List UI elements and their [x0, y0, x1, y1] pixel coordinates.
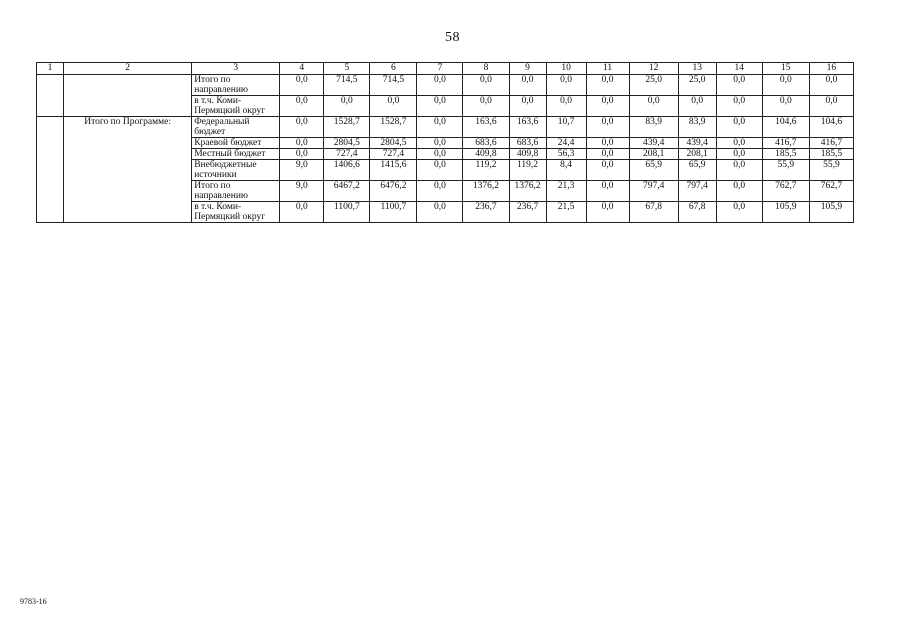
empty-cell	[37, 117, 64, 223]
value-cell: 208,1	[629, 149, 678, 160]
value-cell: 439,4	[678, 138, 716, 149]
value-cell: 9,0	[280, 181, 324, 202]
value-cell: 65,9	[678, 160, 716, 181]
value-cell: 1528,7	[324, 117, 370, 138]
value-cell: 6467,2	[324, 181, 370, 202]
value-cell: 0,0	[417, 160, 463, 181]
value-cell: 236,7	[509, 202, 546, 223]
column-header: 3	[192, 63, 280, 75]
value-cell: 105,9	[762, 202, 809, 223]
value-cell: 683,6	[509, 138, 546, 149]
value-cell: 0,0	[280, 149, 324, 160]
value-cell: 1415,6	[370, 160, 417, 181]
value-cell: 409,8	[463, 149, 509, 160]
value-cell: 0,0	[716, 117, 762, 138]
value-cell: 1100,7	[370, 202, 417, 223]
value-cell: 0,0	[280, 202, 324, 223]
value-cell: 0,0	[463, 96, 509, 117]
column-header: 14	[716, 63, 762, 75]
value-cell: 762,7	[809, 181, 853, 202]
value-cell: 0,0	[716, 181, 762, 202]
value-cell: 6476,2	[370, 181, 417, 202]
value-cell: 416,7	[809, 138, 853, 149]
value-cell: 163,6	[509, 117, 546, 138]
column-header: 2	[64, 63, 192, 75]
value-cell: 67,8	[629, 202, 678, 223]
column-header: 8	[463, 63, 509, 75]
row-label: в т.ч. Коми-Пермяцкий округ	[192, 96, 280, 117]
value-cell: 1406,6	[324, 160, 370, 181]
value-cell: 55,9	[762, 160, 809, 181]
value-cell: 0,0	[586, 181, 629, 202]
value-cell: 0,0	[370, 96, 417, 117]
budget-table	[36, 62, 854, 223]
value-cell: 0,0	[417, 181, 463, 202]
value-cell: 8,4	[546, 160, 586, 181]
value-cell: 0,0	[716, 75, 762, 96]
value-cell: 0,0	[716, 96, 762, 117]
value-cell: 1528,7	[370, 117, 417, 138]
row-label: Федеральный бюджет	[192, 117, 280, 138]
value-cell: 0,0	[417, 75, 463, 96]
value-cell: 105,9	[809, 202, 853, 223]
table-body	[37, 75, 854, 223]
value-cell: 683,6	[463, 138, 509, 149]
row-label: в т.ч. Коми-Пермяцкий округ	[192, 202, 280, 223]
column-header: 16	[809, 63, 853, 75]
value-cell: 2804,5	[324, 138, 370, 149]
empty-cell	[64, 75, 192, 117]
value-cell: 0,0	[417, 96, 463, 117]
value-cell: 714,5	[324, 75, 370, 96]
column-header: 10	[546, 63, 586, 75]
value-cell: 185,5	[762, 149, 809, 160]
row-label: Внебюджетные источники	[192, 160, 280, 181]
page-number: 58	[445, 30, 460, 45]
value-cell: 1376,2	[463, 181, 509, 202]
value-cell: 0,0	[586, 202, 629, 223]
value-cell: 21,5	[546, 202, 586, 223]
value-cell: 83,9	[629, 117, 678, 138]
value-cell: 24,4	[546, 138, 586, 149]
value-cell: 119,2	[463, 160, 509, 181]
value-cell: 10,7	[546, 117, 586, 138]
value-cell: 0,0	[280, 96, 324, 117]
value-cell: 0,0	[280, 117, 324, 138]
value-cell: 104,6	[762, 117, 809, 138]
column-header: 7	[417, 63, 463, 75]
column-header: 12	[629, 63, 678, 75]
column-header: 1	[37, 63, 64, 75]
value-cell: 25,0	[678, 75, 716, 96]
value-cell: 56,3	[546, 149, 586, 160]
value-cell: 67,8	[678, 202, 716, 223]
value-cell: 0,0	[417, 202, 463, 223]
value-cell: 0,0	[809, 75, 853, 96]
value-cell: 9,0	[280, 160, 324, 181]
value-cell: 727,4	[370, 149, 417, 160]
value-cell: 0,0	[324, 96, 370, 117]
value-cell: 104,6	[809, 117, 853, 138]
value-cell: 2804,5	[370, 138, 417, 149]
column-header: 6	[370, 63, 417, 75]
value-cell: 0,0	[509, 75, 546, 96]
value-cell: 0,0	[463, 75, 509, 96]
table-header	[37, 63, 854, 75]
value-cell: 1100,7	[324, 202, 370, 223]
value-cell: 0,0	[586, 75, 629, 96]
value-cell: 0,0	[716, 149, 762, 160]
column-header: 4	[280, 63, 324, 75]
value-cell: 65,9	[629, 160, 678, 181]
program-total-label: Итого по Программе:	[64, 117, 192, 223]
value-cell: 797,4	[629, 181, 678, 202]
value-cell: 416,7	[762, 138, 809, 149]
value-cell: 0,0	[762, 96, 809, 117]
value-cell: 0,0	[586, 149, 629, 160]
header-row	[37, 63, 854, 75]
value-cell: 119,2	[509, 160, 546, 181]
value-cell: 185,5	[809, 149, 853, 160]
value-cell: 25,0	[629, 75, 678, 96]
value-cell: 21,3	[546, 181, 586, 202]
value-cell: 163,6	[463, 117, 509, 138]
value-cell: 0,0	[716, 138, 762, 149]
column-header: 13	[678, 63, 716, 75]
value-cell: 0,0	[762, 75, 809, 96]
value-cell: 0,0	[417, 138, 463, 149]
value-cell: 208,1	[678, 149, 716, 160]
row-label: Итого по направлению	[192, 75, 280, 96]
value-cell: 714,5	[370, 75, 417, 96]
column-header: 11	[586, 63, 629, 75]
value-cell: 797,4	[678, 181, 716, 202]
table-row	[37, 117, 854, 138]
value-cell: 0,0	[716, 202, 762, 223]
value-cell: 0,0	[586, 160, 629, 181]
value-cell: 1376,2	[509, 181, 546, 202]
value-cell: 0,0	[586, 117, 629, 138]
value-cell: 727,4	[324, 149, 370, 160]
column-header: 15	[762, 63, 809, 75]
column-header: 5	[324, 63, 370, 75]
value-cell: 762,7	[762, 181, 809, 202]
value-cell: 0,0	[509, 96, 546, 117]
value-cell: 439,4	[629, 138, 678, 149]
column-header: 9	[509, 63, 546, 75]
footer-code: 9783-16	[20, 597, 47, 606]
table-row	[37, 75, 854, 96]
empty-cell	[37, 75, 64, 117]
value-cell: 0,0	[629, 96, 678, 117]
value-cell: 0,0	[546, 75, 586, 96]
value-cell: 409,8	[509, 149, 546, 160]
value-cell: 0,0	[678, 96, 716, 117]
value-cell: 0,0	[809, 96, 853, 117]
value-cell: 0,0	[586, 138, 629, 149]
row-label: Краевой бюджет	[192, 138, 280, 149]
value-cell: 0,0	[280, 138, 324, 149]
value-cell: 55,9	[809, 160, 853, 181]
value-cell: 0,0	[417, 149, 463, 160]
value-cell: 0,0	[546, 96, 586, 117]
value-cell: 0,0	[716, 160, 762, 181]
row-label: Итого по направлению	[192, 181, 280, 202]
row-label: Местный бюджет	[192, 149, 280, 160]
value-cell: 0,0	[586, 96, 629, 117]
value-cell: 83,9	[678, 117, 716, 138]
value-cell: 0,0	[280, 75, 324, 96]
value-cell: 236,7	[463, 202, 509, 223]
value-cell: 0,0	[417, 117, 463, 138]
